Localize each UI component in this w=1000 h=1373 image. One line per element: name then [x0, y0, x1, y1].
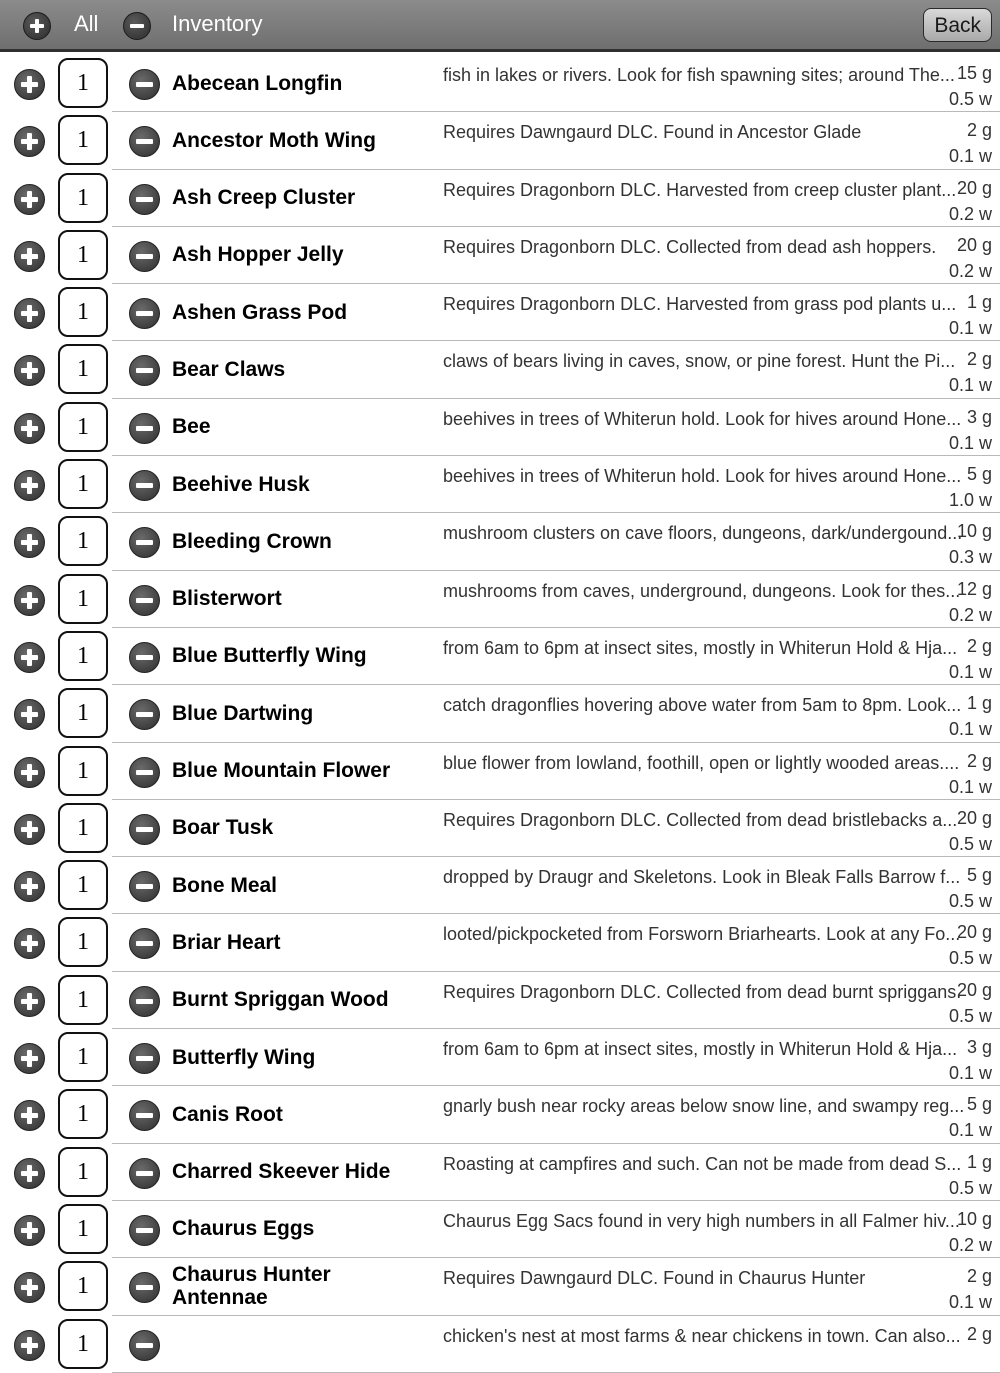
add-icon[interactable] — [14, 527, 45, 558]
inventory-label[interactable]: Inventory — [172, 11, 263, 36]
ingredient-description: Chaurus Egg Sacs found in very high numbers in all Falmer hiv... — [443, 1210, 960, 1231]
list-item[interactable] — [0, 112, 1000, 169]
add-icon[interactable] — [14, 1043, 45, 1074]
ingredient-description: Requires Dawngaurd DLC. Found in Ancestor Glade — [443, 122, 862, 143]
ingredient-weight: 0.1 w — [948, 661, 992, 682]
ingredient-name — [172, 1316, 392, 1372]
list-item[interactable] — [0, 55, 1000, 112]
ingredient-name: Blue Mountain Flower — [172, 759, 391, 783]
ingredient-weight: 0.2 w — [948, 203, 992, 224]
ingredient-value: 2 g — [966, 1266, 992, 1287]
ingredient-value: 15 g — [956, 63, 992, 83]
ingredient-value: 1 g — [966, 292, 992, 313]
remove-icon[interactable] — [129, 1158, 160, 1189]
list-item[interactable] — [0, 1201, 1000, 1258]
ingredient-weight: 0.1 w — [948, 146, 992, 167]
ingredient-value: 12 g — [956, 578, 992, 599]
ingredient-name: Ash Hopper Jelly — [172, 243, 344, 267]
ingredient-weight: 0.5 w — [948, 1177, 992, 1198]
quantity-box[interactable]: 1 — [58, 574, 108, 624]
remove-icon[interactable] — [129, 470, 160, 501]
ingredient-name: Bear Claws — [172, 357, 286, 381]
ingredient-value: 2 g — [966, 1323, 992, 1344]
remove-icon[interactable] — [129, 871, 160, 902]
quantity-box[interactable]: 1 — [58, 230, 108, 280]
add-icon[interactable] — [14, 928, 45, 959]
ingredient-description: beehives in trees of Whiterun hold. Look for hives around Hone... — [443, 466, 962, 487]
quantity-box[interactable]: 1 — [58, 631, 108, 681]
ingredient-weight: 0.1 w — [948, 719, 992, 740]
add-icon[interactable] — [14, 298, 45, 329]
add-icon[interactable] — [14, 757, 45, 788]
add-all-icon[interactable] — [23, 12, 51, 40]
quantity-box[interactable]: 1 — [58, 287, 108, 337]
remove-icon[interactable] — [129, 126, 160, 157]
ingredient-weight: 0.5 w — [948, 833, 992, 854]
remove-icon[interactable] — [129, 928, 160, 959]
ingredient-name: Blue Dartwing — [172, 701, 314, 725]
ingredient-weight: 1.0 w — [948, 490, 992, 511]
ingredient-weight: 0.5 w — [948, 89, 992, 109]
ingredient-name: Canis Root — [172, 1102, 283, 1126]
ingredient-name: Chaurus Eggs — [172, 1217, 315, 1241]
list-item[interactable] — [0, 685, 1000, 742]
ingredient-description: Requires Dragonborn DLC. Harvested from grass pod plants u... — [443, 294, 957, 315]
ingredient-name: Butterfly Wing — [172, 1045, 316, 1069]
ingredient-weight: 0.5 w — [948, 948, 992, 969]
remove-icon[interactable] — [129, 699, 160, 730]
remove-icon[interactable] — [129, 527, 160, 558]
quantity-box[interactable]: 1 — [58, 115, 108, 165]
ingredient-description: Requires Dawngaurd DLC. Found in Chaurus Hunter — [443, 1268, 866, 1289]
list-item[interactable] — [0, 914, 1000, 971]
ingredient-value: 1 g — [966, 693, 992, 714]
list-item[interactable] — [0, 227, 1000, 284]
quantity-box[interactable]: 1 — [58, 860, 108, 910]
ingredient-description: from 6am to 6pm at insect sites, mostly in Whiterun Hold & Hja... — [443, 637, 958, 658]
ingredient-description: Roasting at campfires and such. Can not be made from dead S... — [443, 1153, 962, 1174]
ingredient-description: mushroom clusters on cave floors, dungeons, dark/undergound... — [443, 523, 963, 544]
ingredient-value: 1 g — [966, 1151, 992, 1172]
add-icon[interactable] — [14, 355, 45, 386]
ingredient-name: Beehive Husk — [172, 472, 310, 496]
remove-icon[interactable] — [129, 986, 160, 1017]
ingredient-value: 3 g — [966, 406, 992, 427]
ingredient-value: 5 g — [966, 464, 992, 485]
list-item[interactable] — [0, 513, 1000, 570]
ingredient-name: Boar Tusk — [172, 816, 274, 840]
remove-icon[interactable] — [129, 642, 160, 673]
ingredient-name: Blue Butterfly Wing — [172, 644, 367, 668]
quantity-box[interactable]: 1 — [58, 1089, 108, 1139]
remove-all-icon[interactable] — [123, 12, 151, 40]
add-icon[interactable] — [14, 470, 45, 501]
add-icon[interactable] — [14, 699, 45, 730]
remove-icon[interactable] — [129, 413, 160, 444]
ingredient-name: Burnt Spriggan Wood — [172, 988, 389, 1012]
add-icon[interactable] — [14, 871, 45, 902]
list-item[interactable] — [0, 1258, 1000, 1315]
quantity-box[interactable]: 1 — [58, 58, 108, 108]
quantity-box[interactable]: 1 — [58, 975, 108, 1025]
ingredient-description: Requires Dragonborn DLC. Harvested from creep cluster plant... — [443, 179, 957, 200]
quantity-box[interactable]: 1 — [58, 1319, 108, 1369]
ingredient-weight: 0.2 w — [948, 604, 992, 625]
ingredient-description: Requires Dragonborn DLC. Collected from dead ash hoppers. — [443, 236, 937, 257]
add-icon[interactable] — [14, 184, 45, 215]
list-item[interactable] — [0, 1144, 1000, 1201]
list-item[interactable] — [0, 972, 1000, 1029]
add-icon[interactable] — [14, 413, 45, 444]
remove-icon[interactable] — [129, 241, 160, 272]
list-item[interactable] — [0, 1316, 1000, 1373]
quantity-box[interactable]: 1 — [58, 746, 108, 796]
ingredient-description: blue flower from lowland, foothill, open or lightly wooded areas.... — [443, 752, 960, 773]
ingredient-description: chicken's nest at most farms & near chickens in town. Can also... — [443, 1325, 961, 1346]
ingredient-value: 20 g — [956, 922, 992, 943]
quantity-box[interactable]: 1 — [58, 917, 108, 967]
ingredient-description: fish in lakes or rivers. Look for fish spawning sites; around The... — [443, 65, 955, 85]
list-item[interactable] — [0, 1029, 1000, 1086]
remove-icon[interactable] — [129, 585, 160, 616]
ingredient-value: 2 g — [966, 750, 992, 771]
ingredient-description: mushrooms from caves, underground, dungeons. Look for thes... — [443, 580, 961, 601]
ingredient-description: dropped by Draugr and Skeletons. Look in Bleak Falls Barrow f... — [443, 867, 961, 888]
add-icon[interactable] — [14, 585, 45, 616]
back-button[interactable]: Back — [923, 8, 992, 42]
ingredient-value: 2 g — [966, 349, 992, 370]
quantity-box[interactable]: 1 — [58, 344, 108, 394]
ingredient-weight: 0.1 w — [948, 1120, 992, 1141]
ingredient-value: 2 g — [966, 120, 992, 141]
ingredient-value: 20 g — [956, 234, 992, 255]
remove-icon[interactable] — [129, 1272, 160, 1303]
quantity-box[interactable]: 1 — [58, 803, 108, 853]
list-item[interactable] — [0, 341, 1000, 398]
remove-icon[interactable] — [129, 355, 160, 386]
add-icon[interactable] — [14, 241, 45, 272]
ingredient-value: 20 g — [956, 979, 992, 1000]
list-item[interactable] — [0, 1086, 1000, 1143]
remove-icon[interactable] — [129, 184, 160, 215]
ingredient-name: Bleeding Crown — [172, 529, 332, 553]
ingredient-weight: 0.5 w — [948, 1005, 992, 1026]
add-icon[interactable] — [14, 126, 45, 157]
ingredient-description: gnarly bush near rocky areas below snow line, and swampy reg... — [443, 1096, 965, 1117]
quantity-box[interactable]: 1 — [58, 516, 108, 566]
ingredient-name: Abecean Longfin — [172, 71, 343, 95]
ingredient-description: beehives in trees of Whiterun hold. Look for hives around Hone... — [443, 408, 962, 429]
all-label[interactable]: All — [74, 11, 99, 36]
remove-icon[interactable] — [129, 298, 160, 329]
ingredient-name: Blisterwort — [172, 587, 282, 611]
remove-icon[interactable] — [129, 1330, 160, 1361]
quantity-box[interactable]: 1 — [58, 459, 108, 509]
ingredient-weight: 0.5 w — [948, 891, 992, 912]
quantity-box[interactable]: 1 — [58, 1204, 108, 1254]
add-icon[interactable] — [14, 69, 45, 100]
ingredient-name: Charred Skeever Hide — [172, 1160, 391, 1184]
list-item[interactable] — [0, 571, 1000, 628]
ingredient-weight: 0.1 w — [948, 776, 992, 797]
ingredient-weight: 0.2 w — [948, 260, 992, 281]
add-icon[interactable] — [14, 1158, 45, 1189]
add-icon[interactable] — [14, 1330, 45, 1361]
remove-icon[interactable] — [129, 757, 160, 788]
list-item[interactable] — [0, 170, 1000, 227]
add-icon[interactable] — [14, 642, 45, 673]
ingredient-weight: 0.3 w — [948, 547, 992, 568]
list-item[interactable] — [0, 743, 1000, 800]
list-item[interactable] — [0, 399, 1000, 456]
quantity-box[interactable]: 1 — [58, 402, 108, 452]
ingredient-description: looted/pickpocketed from Forsworn Briarhearts. Look at any Fo... — [443, 924, 961, 945]
list-item[interactable] — [0, 857, 1000, 914]
quantity-box[interactable]: 1 — [58, 1261, 108, 1311]
ingredient-description: catch dragonflies hovering above water from 5am to 8pm. Look... — [443, 695, 962, 716]
add-icon[interactable] — [14, 814, 45, 845]
add-icon[interactable] — [14, 1100, 45, 1131]
list-item[interactable] — [0, 284, 1000, 341]
remove-icon[interactable] — [129, 1043, 160, 1074]
ingredient-weight: 0.1 w — [948, 432, 992, 453]
ingredient-name: Bone Meal — [172, 873, 278, 897]
remove-icon[interactable] — [129, 814, 160, 845]
ingredient-name: Ash Creep Cluster — [172, 186, 356, 210]
ingredient-description: from 6am to 6pm at insect sites, mostly in Whiterun Hold & Hja... — [443, 1039, 958, 1060]
ingredient-name: Ancestor Moth Wing — [172, 128, 376, 152]
quantity-box[interactable]: 1 — [58, 173, 108, 223]
ingredient-name: Ashen Grass Pod — [172, 300, 348, 324]
quantity-box[interactable]: 1 — [58, 688, 108, 738]
add-icon[interactable] — [14, 1272, 45, 1303]
ingredient-value: 10 g — [956, 521, 992, 542]
ingredient-weight: 0.2 w — [948, 1234, 992, 1255]
ingredient-value: 5 g — [966, 865, 992, 886]
remove-icon[interactable] — [129, 69, 160, 100]
quantity-box[interactable]: 1 — [58, 1147, 108, 1197]
ingredient-value: 2 g — [966, 635, 992, 656]
ingredient-value: 10 g — [956, 1208, 992, 1229]
add-icon[interactable] — [14, 1215, 45, 1246]
ingredient-name: Bee — [172, 415, 211, 439]
add-icon[interactable] — [14, 986, 45, 1017]
top-toolbar — [0, 0, 1000, 52]
remove-icon[interactable] — [129, 1100, 160, 1131]
ingredient-value: 20 g — [956, 177, 992, 198]
ingredient-value: 20 g — [956, 807, 992, 828]
list-item[interactable] — [0, 628, 1000, 685]
ingredient-name: Briar Heart — [172, 930, 281, 954]
list-item[interactable] — [0, 800, 1000, 857]
ingredient-weight: 0.1 w — [948, 1292, 992, 1313]
quantity-box[interactable]: 1 — [58, 1032, 108, 1082]
ingredient-description: Requires Dragonborn DLC. Collected from dead burnt spriggans. — [443, 981, 962, 1002]
ingredient-value: 5 g — [966, 1094, 992, 1115]
ingredient-value: 3 g — [966, 1037, 992, 1058]
list-item[interactable] — [0, 456, 1000, 513]
ingredient-weight: 0.1 w — [948, 318, 992, 339]
ingredient-description: Requires Dragonborn DLC. Collected from dead bristlebacks a... — [443, 809, 958, 830]
ingredient-weight: 0.1 w — [948, 1063, 992, 1084]
remove-icon[interactable] — [129, 1215, 160, 1246]
ingredient-name: Chaurus Hunter Antennae — [172, 1263, 331, 1310]
ingredient-list — [0, 55, 1000, 1373]
ingredient-description: claws of bears living in caves, snow, or pine forest. Hunt the Pi... — [443, 351, 956, 372]
ingredient-weight: 0.1 w — [948, 375, 992, 396]
